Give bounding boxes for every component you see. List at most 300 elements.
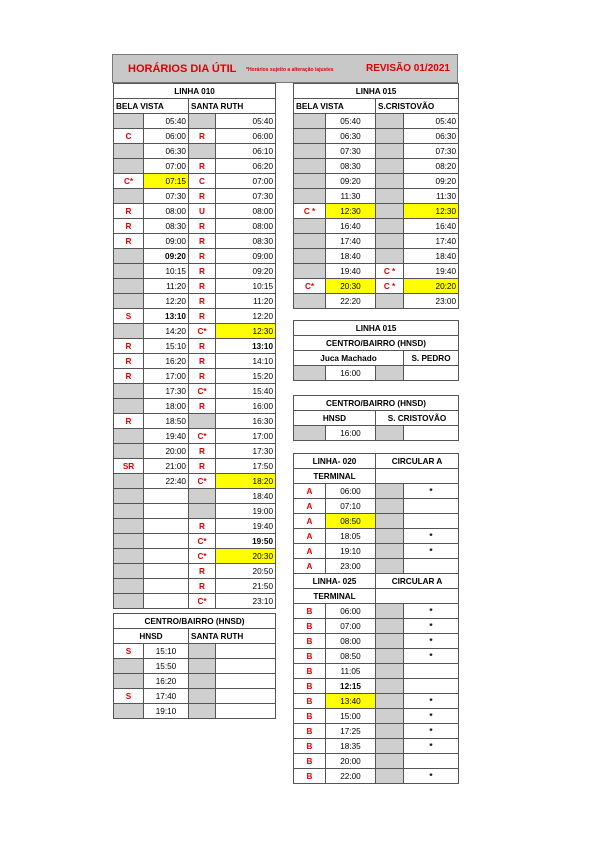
spacer-cell [376, 634, 404, 649]
linha-020-title: LINHA- 020 [294, 454, 376, 469]
line-code-cell: B [294, 724, 326, 739]
terminal-header-empty [376, 469, 459, 484]
time-cell: 20:30 [216, 549, 276, 564]
time-cell: 09:20 [404, 174, 459, 189]
time-cell: 19:40 [404, 264, 459, 279]
time-cell [144, 579, 189, 594]
time-cell: 09:20 [326, 174, 376, 189]
line-code-cell: B [294, 754, 326, 769]
code-cell: C [114, 129, 144, 144]
time-cell: 08:00 [216, 219, 276, 234]
time-cell: 06:30 [404, 129, 459, 144]
time-cell: 19:10 [326, 544, 376, 559]
spacer-cell [376, 724, 404, 739]
time-cell: 05:40 [216, 114, 276, 129]
code-cell: C * [376, 264, 404, 279]
time-cell: 06:30 [144, 144, 189, 159]
line-code-cell: B [294, 619, 326, 634]
code-cell [114, 564, 144, 579]
mark-cell: * [404, 544, 459, 559]
code-cell [376, 204, 404, 219]
spacer-cell [376, 649, 404, 664]
time-cell: 08:20 [404, 159, 459, 174]
code-cell: R [114, 369, 144, 384]
code-cell [294, 144, 326, 159]
spacer-cell [376, 499, 404, 514]
code-cell: R [189, 309, 216, 324]
line-code-cell: B [294, 634, 326, 649]
time-cell [144, 504, 189, 519]
code-cell [294, 426, 326, 441]
code-cell [189, 659, 216, 674]
table-row [114, 309, 276, 324]
time-cell: 17:50 [216, 459, 276, 474]
code-cell [294, 159, 326, 174]
code-cell [294, 114, 326, 129]
table-row [114, 219, 276, 234]
time-cell: 14:10 [216, 354, 276, 369]
time-cell: 12:20 [216, 309, 276, 324]
terminal-header-empty [376, 589, 459, 604]
table-row [294, 664, 459, 679]
code-cell [114, 384, 144, 399]
table-row [294, 724, 459, 739]
table-row [114, 414, 276, 429]
code-cell [114, 519, 144, 534]
table-row [294, 159, 459, 174]
time-cell [144, 489, 189, 504]
spacer-cell [376, 559, 404, 574]
time-cell [404, 366, 459, 381]
column-header-sao-cristovao: S.CRISTOVÃO [376, 99, 459, 114]
time-cell: 17:30 [144, 384, 189, 399]
column-header-sao-pedro: S. PEDRO [404, 351, 459, 366]
time-cell: 09:20 [144, 249, 189, 264]
time-cell: 09:00 [216, 249, 276, 264]
time-cell: 12:20 [144, 294, 189, 309]
page-title: HORÁRIOS DIA ÚTIL [128, 63, 237, 75]
code-cell: C* [189, 534, 216, 549]
time-cell: 18:40 [404, 249, 459, 264]
code-cell [294, 129, 326, 144]
circular-lines-table [293, 453, 459, 784]
table-row [294, 769, 459, 784]
code-cell [114, 399, 144, 414]
code-cell [376, 174, 404, 189]
code-cell: C* [189, 429, 216, 444]
time-cell: 07:30 [216, 189, 276, 204]
time-cell: 23:00 [404, 294, 459, 309]
time-cell: 08:00 [326, 634, 376, 649]
code-cell: S [114, 689, 144, 704]
code-cell [376, 144, 404, 159]
time-cell: 18:00 [144, 399, 189, 414]
table-row [114, 399, 276, 414]
time-cell: 08:50 [326, 514, 376, 529]
code-cell: R [189, 189, 216, 204]
code-cell [294, 174, 326, 189]
mark-cell: * [404, 739, 459, 754]
code-cell: C* [189, 474, 216, 489]
time-cell: 08:30 [216, 234, 276, 249]
table-subtitle: CENTRO/BAIRRO (HNSD) [294, 336, 459, 351]
time-cell: 06:00 [216, 129, 276, 144]
line-code-cell: B [294, 664, 326, 679]
table-row [294, 739, 459, 754]
code-cell: R [189, 519, 216, 534]
code-cell [189, 144, 216, 159]
time-cell: 19:40 [326, 264, 376, 279]
linha-010-title: LINHA 010 [114, 84, 276, 99]
table-row [114, 459, 276, 474]
mark-cell [404, 559, 459, 574]
spacer-cell [376, 709, 404, 724]
table-row [294, 514, 459, 529]
code-cell [114, 249, 144, 264]
code-cell: C [189, 174, 216, 189]
mark-cell [404, 499, 459, 514]
time-cell: 22:20 [326, 294, 376, 309]
time-cell: 07:00 [326, 619, 376, 634]
table-title: CENTRO/BAIRRO (HNSD) [294, 396, 459, 411]
time-cell: 15:10 [144, 339, 189, 354]
code-cell [376, 294, 404, 309]
code-cell [114, 579, 144, 594]
code-cell [114, 504, 144, 519]
time-cell: 18:50 [144, 414, 189, 429]
time-cell: 19:40 [216, 519, 276, 534]
code-cell [114, 294, 144, 309]
spacer-cell [376, 739, 404, 754]
code-cell [294, 249, 326, 264]
table-row [294, 129, 459, 144]
code-cell [294, 234, 326, 249]
time-cell: 21:50 [216, 579, 276, 594]
spacer-cell [376, 529, 404, 544]
time-cell: 08:30 [326, 159, 376, 174]
table-row [294, 114, 459, 129]
linha-025-circular: CIRCULAR A [376, 574, 459, 589]
time-cell: 07:00 [144, 159, 189, 174]
table-row [294, 249, 459, 264]
code-cell [189, 674, 216, 689]
line-code-cell: A [294, 529, 326, 544]
centro-bairro-sao-cristovao-table [293, 395, 459, 441]
time-cell: 22:00 [326, 769, 376, 784]
table-row [114, 114, 276, 129]
mark-cell: * [404, 724, 459, 739]
time-cell: 12:15 [326, 679, 376, 694]
code-cell [189, 644, 216, 659]
code-cell: R [189, 399, 216, 414]
code-cell [189, 504, 216, 519]
time-cell: 21:00 [144, 459, 189, 474]
time-cell [216, 644, 276, 659]
line-code-cell: B [294, 679, 326, 694]
code-cell: C * [376, 279, 404, 294]
code-cell: R [189, 369, 216, 384]
line-code-cell: A [294, 499, 326, 514]
table-row [114, 489, 276, 504]
table-row [114, 234, 276, 249]
code-cell [114, 429, 144, 444]
time-cell: 05:40 [326, 114, 376, 129]
time-cell: 17:40 [326, 234, 376, 249]
table-row [294, 264, 459, 279]
column-header-santa-ruth: SANTA RUTH [189, 629, 276, 644]
revision-label: REVISÃO 01/2021 [366, 63, 450, 74]
time-cell: 13:10 [216, 339, 276, 354]
table-row [114, 644, 276, 659]
table-row [294, 144, 459, 159]
code-cell: R [114, 354, 144, 369]
table-title: CENTRO/BAIRRO (HNSD) [114, 614, 276, 629]
code-cell [114, 594, 144, 609]
code-cell: R [114, 234, 144, 249]
code-cell: C* [189, 549, 216, 564]
time-cell: 16:00 [216, 399, 276, 414]
time-cell [216, 674, 276, 689]
time-cell: 16:00 [326, 426, 376, 441]
spacer-cell [376, 769, 404, 784]
code-cell [376, 114, 404, 129]
table-row [114, 444, 276, 459]
column-header-juca-machado: Juca Machado [294, 351, 404, 366]
table-row [114, 429, 276, 444]
code-cell: C* [189, 324, 216, 339]
time-cell: 20:20 [404, 279, 459, 294]
time-cell: 14:20 [144, 324, 189, 339]
line-code-cell: A [294, 544, 326, 559]
code-cell [189, 114, 216, 129]
code-cell: S [114, 309, 144, 324]
time-cell: 08:00 [144, 204, 189, 219]
time-cell [216, 659, 276, 674]
time-cell [144, 564, 189, 579]
line-code-cell: A [294, 514, 326, 529]
table-row [294, 709, 459, 724]
line-code-cell: B [294, 769, 326, 784]
code-cell: C* [189, 594, 216, 609]
code-cell [376, 234, 404, 249]
table-row [294, 484, 459, 499]
time-cell [144, 594, 189, 609]
mark-cell: * [404, 709, 459, 724]
table-row [294, 754, 459, 769]
time-cell: 18:40 [326, 249, 376, 264]
time-cell: 06:10 [216, 144, 276, 159]
time-cell: 16:20 [144, 354, 189, 369]
table-row [114, 384, 276, 399]
time-cell [216, 689, 276, 704]
line-code-cell: B [294, 739, 326, 754]
time-cell: 06:30 [326, 129, 376, 144]
code-cell: R [189, 279, 216, 294]
time-cell: 17:00 [216, 429, 276, 444]
time-cell: 20:50 [216, 564, 276, 579]
table-row [114, 324, 276, 339]
table-row [114, 704, 276, 719]
table-row [294, 204, 459, 219]
code-cell: C * [294, 204, 326, 219]
code-cell [189, 704, 216, 719]
linha-015-title: LINHA 015 [294, 84, 459, 99]
code-cell [114, 489, 144, 504]
time-cell: 20:00 [326, 754, 376, 769]
time-cell: 18:20 [216, 474, 276, 489]
time-cell: 17:00 [144, 369, 189, 384]
time-cell: 12:30 [216, 324, 276, 339]
time-cell: 19:10 [144, 704, 189, 719]
time-cell [404, 426, 459, 441]
time-cell: 19:00 [216, 504, 276, 519]
linha-025-title: LINHA- 025 [294, 574, 376, 589]
code-cell: R [114, 204, 144, 219]
time-cell: 11:30 [404, 189, 459, 204]
line-code-cell: A [294, 559, 326, 574]
linha-010-table [113, 83, 276, 609]
time-cell: 06:20 [216, 159, 276, 174]
time-cell: 15:20 [216, 369, 276, 384]
spacer-cell [376, 484, 404, 499]
code-cell [114, 264, 144, 279]
spacer-cell [376, 679, 404, 694]
time-cell: 11:20 [144, 279, 189, 294]
table-row [114, 504, 276, 519]
code-cell: R [189, 129, 216, 144]
time-cell: 10:15 [144, 264, 189, 279]
time-cell: 16:30 [216, 414, 276, 429]
linha-015-table [293, 83, 459, 309]
code-cell: R [114, 219, 144, 234]
table-row [294, 649, 459, 664]
code-cell: R [189, 264, 216, 279]
mark-cell [404, 754, 459, 769]
code-cell [376, 219, 404, 234]
line-code-cell: B [294, 649, 326, 664]
table-row [294, 604, 459, 619]
code-cell [294, 189, 326, 204]
time-cell: 17:25 [326, 724, 376, 739]
code-cell [114, 659, 144, 674]
time-cell: 19:50 [216, 534, 276, 549]
table-row [114, 294, 276, 309]
code-cell [376, 249, 404, 264]
mark-cell: * [404, 649, 459, 664]
mark-cell: * [404, 634, 459, 649]
table-row [114, 204, 276, 219]
code-cell [114, 114, 144, 129]
column-header-sao-cristovao: S. CRISTOVÃO [376, 411, 459, 426]
code-cell: R [189, 459, 216, 474]
code-cell [114, 159, 144, 174]
time-cell: 20:00 [144, 444, 189, 459]
table-row [294, 559, 459, 574]
table-row [294, 634, 459, 649]
terminal-header: TERMINAL [294, 589, 376, 604]
code-cell [114, 674, 144, 689]
code-cell [376, 426, 404, 441]
time-cell: 15:50 [144, 659, 189, 674]
spacer-cell [376, 619, 404, 634]
code-cell: R [189, 444, 216, 459]
table-row [114, 474, 276, 489]
time-cell [144, 519, 189, 534]
table-row [114, 579, 276, 594]
table-row [294, 544, 459, 559]
time-cell: 08:50 [326, 649, 376, 664]
time-cell: 16:00 [326, 366, 376, 381]
table-title: LINHA 015 [294, 321, 459, 336]
table-row [114, 659, 276, 674]
code-cell [294, 264, 326, 279]
time-cell: 09:00 [144, 234, 189, 249]
table-row [114, 144, 276, 159]
time-cell: 05:40 [144, 114, 189, 129]
time-cell: 22:40 [144, 474, 189, 489]
column-header-hnsd: HNSD [114, 629, 189, 644]
time-cell: 20:30 [326, 279, 376, 294]
time-cell: 12:30 [326, 204, 376, 219]
time-cell: 17:30 [216, 444, 276, 459]
time-cell: 18:05 [326, 529, 376, 544]
column-header-hnsd: HNSD [294, 411, 376, 426]
table-row [114, 594, 276, 609]
code-cell: SR [114, 459, 144, 474]
code-cell: R [114, 339, 144, 354]
code-cell [294, 219, 326, 234]
mark-cell: * [404, 529, 459, 544]
line-code-cell: B [294, 694, 326, 709]
table-row [114, 339, 276, 354]
code-cell [376, 366, 404, 381]
column-header-santa-ruth: SANTA RUTH [189, 99, 276, 114]
code-cell [114, 189, 144, 204]
table-row [114, 689, 276, 704]
spacer-cell [376, 604, 404, 619]
code-cell [189, 489, 216, 504]
time-cell: 09:20 [216, 264, 276, 279]
code-cell [189, 689, 216, 704]
time-cell: 07:15 [144, 174, 189, 189]
code-cell [114, 444, 144, 459]
mark-cell: * [404, 769, 459, 784]
time-cell: 15:40 [216, 384, 276, 399]
time-cell: 07:10 [326, 499, 376, 514]
table-row [114, 519, 276, 534]
terminal-header: TERMINAL [294, 469, 376, 484]
spacer-cell [376, 694, 404, 709]
table-row [114, 174, 276, 189]
table-row [114, 354, 276, 369]
table-row [294, 619, 459, 634]
time-cell: 10:15 [216, 279, 276, 294]
table-row [294, 294, 459, 309]
time-cell: 23:10 [216, 594, 276, 609]
table-row [294, 499, 459, 514]
time-cell: 16:40 [326, 219, 376, 234]
time-cell: 08:30 [144, 219, 189, 234]
line-code-cell: B [294, 709, 326, 724]
time-cell: 23:00 [326, 559, 376, 574]
table-row [294, 279, 459, 294]
table-row [294, 219, 459, 234]
time-cell: 16:20 [144, 674, 189, 689]
code-cell [294, 294, 326, 309]
time-cell: 11:30 [326, 189, 376, 204]
table-row [114, 534, 276, 549]
table-row [114, 369, 276, 384]
